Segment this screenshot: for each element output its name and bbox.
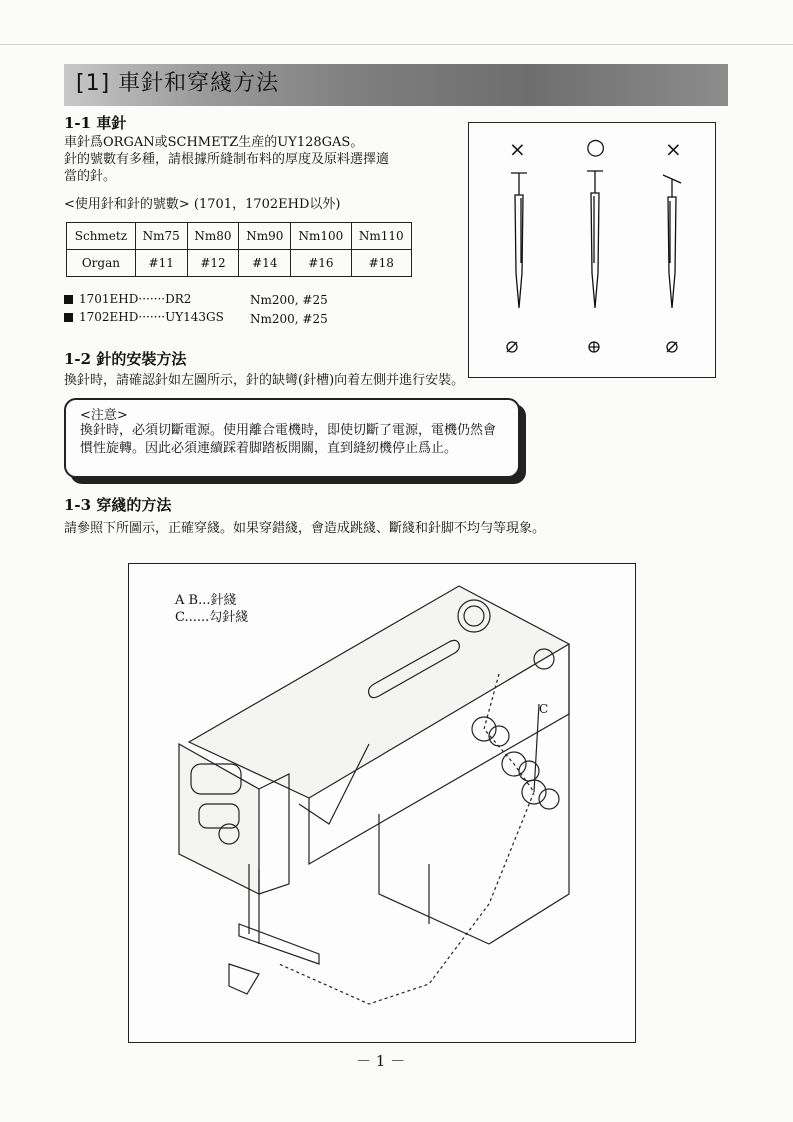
table-cell: Nm90: [239, 223, 291, 250]
square-bullet-icon: [64, 313, 73, 322]
table-cell: Nm100: [291, 223, 351, 250]
para-line: 針的號數有多種，請根據所縫制布料的厚度及原料選擇適: [64, 152, 390, 167]
paragraph-1-2: 換針時，請確認針如左圖所示，針的缺彎(針槽)向着左側并進行安裝。: [64, 373, 465, 388]
heading-1-3: 1-3 穿綫的方法: [64, 496, 172, 514]
label-c: C: [539, 702, 549, 716]
heading-1-2: 1-2 針的安裝方法: [64, 350, 187, 368]
bullet-1701: 1701EHD·······DR2: [64, 292, 191, 306]
needle-size-table: [66, 222, 412, 277]
paragraph-1-1: [64, 134, 464, 185]
para-line: 當的針。: [64, 169, 117, 184]
paragraph-1-3: 請參照下所圖示，正確穿綫。如果穿錯綫，會造成跳綫、斷綫和針脚不均勻等現象。: [64, 521, 546, 536]
para-line: 車針爲ORGAN或SCHMETZ生産的UY128GAS。: [64, 135, 364, 150]
section-title: [1] 車針和穿綫方法: [76, 71, 280, 96]
table-cell: #12: [187, 250, 239, 277]
needle-orientation-figure: [468, 122, 716, 378]
table-cell: Schmetz: [67, 223, 136, 250]
table-cell: Nm110: [351, 223, 411, 250]
table-row: [67, 250, 412, 277]
table-caption: <使用針和針的號數> (1701，1702EHD以外): [64, 197, 341, 212]
heading-1-1: 1-1 車針: [64, 114, 127, 132]
bullet-1702-size: Nm200, #25: [250, 312, 328, 326]
note-line: 慣性旋轉。因此必須連續踩着脚踏板開關，直到縫紉機停止爲止。: [80, 441, 458, 456]
note-line: 換針時，必須切斷電源。使用離合電機時，即使切斷了電源，電機仍然會: [80, 423, 497, 438]
bullet-1701-size: Nm200, #25: [250, 293, 328, 307]
page-number: － 1 －: [356, 1052, 406, 1070]
wrong-mark-icon: ×: [509, 137, 526, 161]
table-cell: #18: [351, 250, 411, 277]
table-cell: Nm80: [187, 223, 239, 250]
table-cell: Organ: [67, 250, 136, 277]
correct-mark-icon: ○: [586, 135, 606, 160]
caution-note: [64, 398, 520, 478]
table-row: [67, 223, 412, 250]
wrong-mark-icon: ×: [665, 137, 682, 161]
table-cell: Nm75: [135, 223, 187, 250]
needle-drawings: [469, 123, 715, 377]
bullet-1702: 1702EHD·······UY143GS: [64, 310, 224, 324]
top-rule: [0, 44, 793, 45]
table-cell: #14: [239, 250, 291, 277]
threading-diagram: [128, 563, 636, 1043]
sewing-machine-illustration: [129, 564, 635, 1042]
legend-line: C......勾針綫: [175, 610, 249, 625]
square-bullet-icon: [64, 295, 73, 304]
note-text: [80, 422, 510, 458]
legend-line: A B...針綫: [175, 593, 237, 608]
note-title: <注意>: [80, 408, 128, 423]
table-cell: #16: [291, 250, 351, 277]
table-cell: #11: [135, 250, 187, 277]
